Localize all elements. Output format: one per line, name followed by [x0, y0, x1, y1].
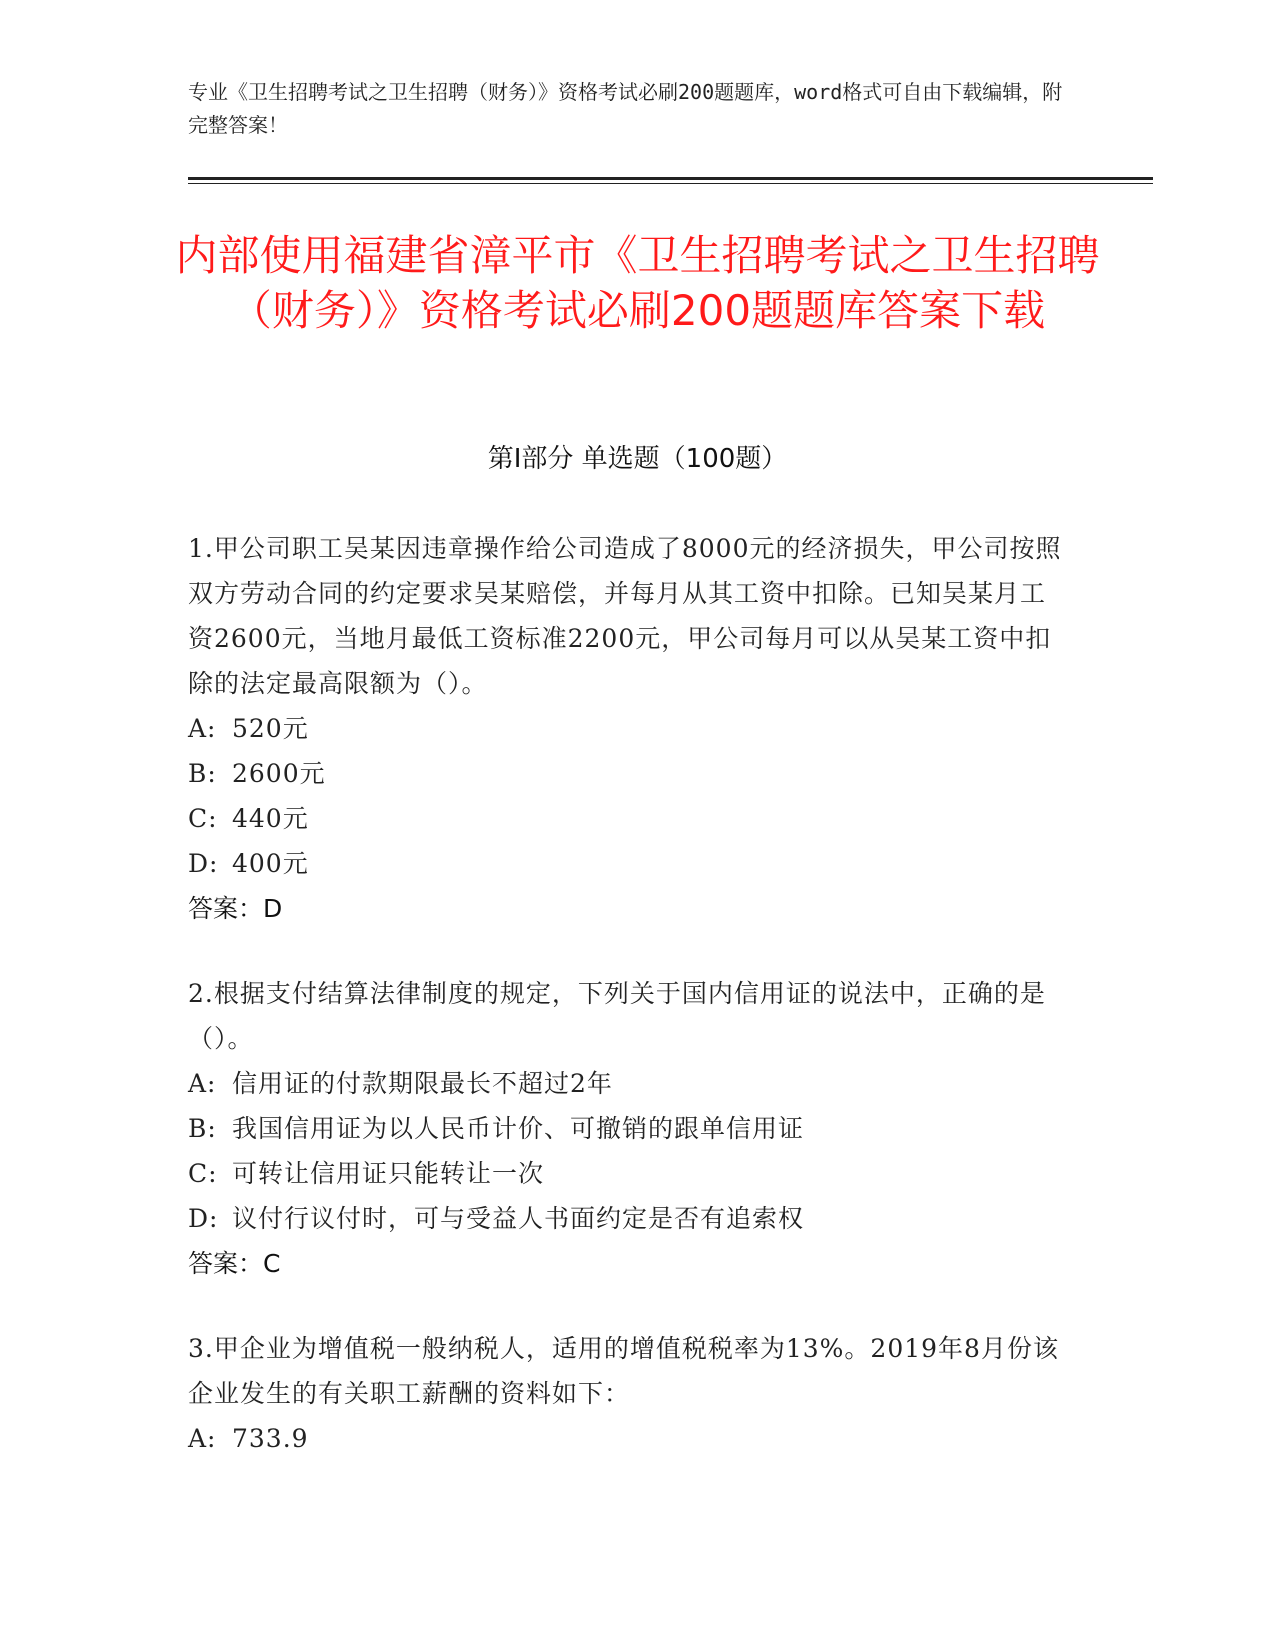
option-key: C:: [188, 804, 218, 833]
option-d: [188, 841, 1068, 886]
header-divider-thick: [188, 177, 1153, 180]
option-key: A:: [188, 1069, 217, 1098]
option-text: 440元: [232, 804, 309, 833]
option-key: B:: [188, 1114, 217, 1143]
question-stem: 1.甲公司职工吴某因违章操作给公司造成了8000元的经济损失，甲公司按照双方劳动合同的约定要求吴某赔偿，并每月从其工资中扣除。已知吴某月工资2600元，当地月最低工资标准2200元，甲公司每月可以从吴某工资中扣除的法定最高限额为（）。: [188, 534, 1062, 698]
option-text: 信用证的付款期限最长不超过2年: [232, 1069, 613, 1098]
question-2: [188, 971, 1068, 1286]
option-c: [188, 1151, 1068, 1196]
option-text: 733.9: [232, 1424, 309, 1453]
header-note: 专业《卫生招聘考试之卫生招聘（财务）》资格考试必刷200题题库，word格式可自由下载编辑，附完整答案！: [188, 80, 1063, 137]
option-d: [188, 1196, 1068, 1241]
option-text: 2600元: [232, 759, 326, 788]
option-key: B:: [188, 759, 217, 788]
option-key: D:: [188, 1204, 219, 1233]
option-b: [188, 751, 1068, 796]
option-text: 400元: [232, 849, 309, 878]
option-key: A:: [188, 1424, 217, 1453]
question-stem: 2.根据支付结算法律制度的规定，下列关于国内信用证的说法中，正确的是（）。: [188, 979, 1046, 1053]
question-list: [188, 526, 1068, 1501]
option-text: 我国信用证为以人民币计价、可撤销的跟单信用证: [232, 1114, 805, 1143]
answer-label: 答案：C: [188, 1249, 281, 1278]
question-3: [188, 1326, 1068, 1461]
option-a: [188, 706, 1068, 751]
question-stem: 3.甲企业为增值税一般纳税人，适用的增值税税率为13%。2019年8月份该企业发生的有关职工薪酬的资料如下：: [188, 1334, 1059, 1408]
section-title: 第Ⅰ部分 单选题（100题）: [487, 444, 788, 474]
document-title: 内部使用福建省漳平市《卫生招聘考试之卫生招聘（财务）》资格考试必刷200题题库答案下载: [175, 231, 1100, 335]
option-b: [188, 1106, 1068, 1151]
answer-label: 答案：D: [188, 894, 283, 923]
option-text: 可转让信用证只能转让一次: [232, 1159, 545, 1188]
option-key: D:: [188, 849, 219, 878]
option-a: [188, 1061, 1068, 1106]
option-text: 520元: [232, 714, 309, 743]
question-1: [188, 526, 1068, 931]
option-c: [188, 796, 1068, 841]
option-key: C:: [188, 1159, 218, 1188]
header-divider-thin: [188, 183, 1153, 184]
option-a: [188, 1416, 1068, 1461]
option-key: A:: [188, 714, 217, 743]
option-text: 议付行议付时，可与受益人书面约定是否有追索权: [232, 1204, 805, 1233]
